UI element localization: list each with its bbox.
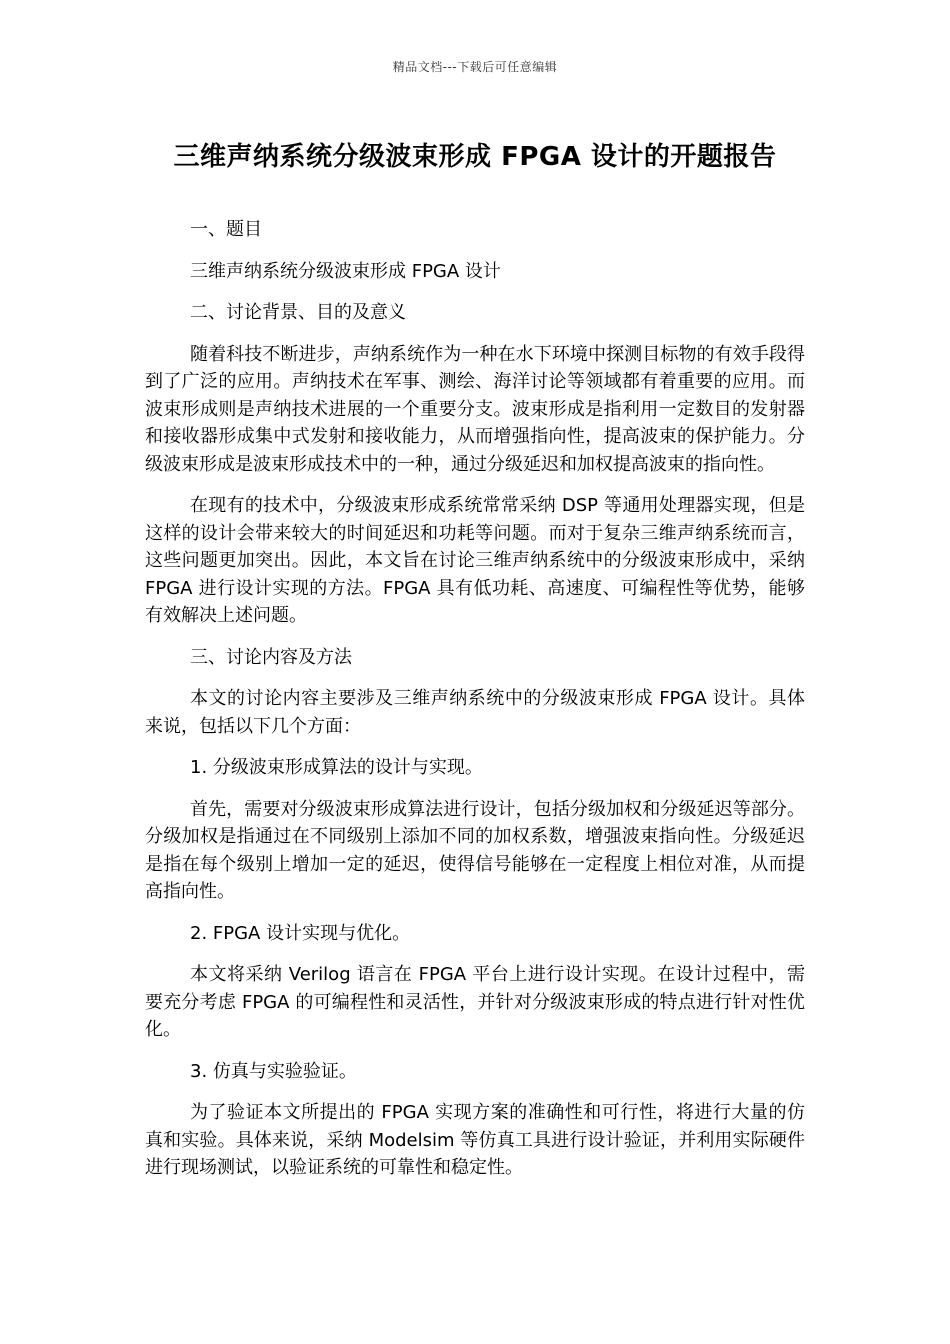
background-paragraph-1: 随着科技不断进步，声纳系统作为一种在水下环境中探测目标物的有效手段得到了广泛的应用。声纳技术在军事、测绘、海洋讨论等领域都有着重要的应用。而波束形成则是声纳技术进展的一个重要分支。波束形成是指利用一定数目的发射器和接收器形成集中式发射和接收能力，从而增强指向性，提高波束的保护能力。分级波束形成是波束形成技术中的一种，通过分级延迟和加权提高波束的指向性。 bbox=[145, 343, 805, 475]
section-heading-content: 三、讨论内容及方法 bbox=[190, 646, 352, 668]
list-item-1-paragraph: 首先，需要对分级波束形成算法进行设计，包括分级加权和分级延迟等部分。分级加权是指通过在不同级别上添加不同的加权系数，增强波束指向性。分级延迟是指在每个级别上增加一定的延迟，使得信号能够在一定程度上相位对准，从而提高指向性。 bbox=[145, 798, 805, 902]
background-paragraph-2: 在现有的技术中，分级波束形成系统常常采纳 DSP 等通用处理器实现，但是这样的设计会带来较大的时间延迟和功耗等问题。而对于复杂三维声纳系统而言，这些问题更加突出。因此，本文旨在讨论三维声纳系统中的分级波束形成中，采纳 FPGA 进行设计实现的方法。FPGA 具有低功耗、高速度、可编程性等优势，能够有效解决上述问题。 bbox=[145, 495, 805, 626]
list-item-1: 1. 分级波束形成算法的设计与实现。 bbox=[190, 757, 483, 778]
section-heading-background: 二、讨论背景、目的及意义 bbox=[190, 302, 406, 323]
topic-text: 三维声纳系统分级波束形成 FPGA 设计 bbox=[190, 260, 501, 282]
document-title: 三维声纳系统分级波束形成 FPGA 设计的开题报告 bbox=[173, 142, 777, 172]
list-item-2-paragraph: 本文将采纳 Verilog 语言在 FPGA 平台上进行设计实现。在设计过程中，需要充分考虑 FPGA 的可编程性和灵活性，并针对分级波束形成的特点进行针对性优化。 bbox=[145, 964, 805, 1040]
list-item-2: 2. FPGA 设计实现与优化。 bbox=[190, 922, 411, 944]
list-item-3-paragraph: 为了验证本文所提出的 FPGA 实现方案的准确性和可行性，将进行大量的仿真和实验。具体来说，采纳 Modelsim 等仿真工具进行设计验证，并利用实际硬件进行现场测试，以验证系统的可靠性和稳定性。 bbox=[145, 1102, 805, 1178]
section-heading-topic: 一、题目 bbox=[190, 219, 262, 240]
document-body bbox=[145, 216, 805, 1196]
page-header: 精品文档---下载后可任意编辑 bbox=[392, 60, 558, 74]
list-item-3: 3. 仿真与实验验证。 bbox=[190, 1060, 357, 1082]
content-intro-paragraph: 本文的讨论内容主要涉及三维声纳系统中的分级波束形成 FPGA 设计。具体来说，包括以下几个方面： bbox=[145, 688, 805, 737]
